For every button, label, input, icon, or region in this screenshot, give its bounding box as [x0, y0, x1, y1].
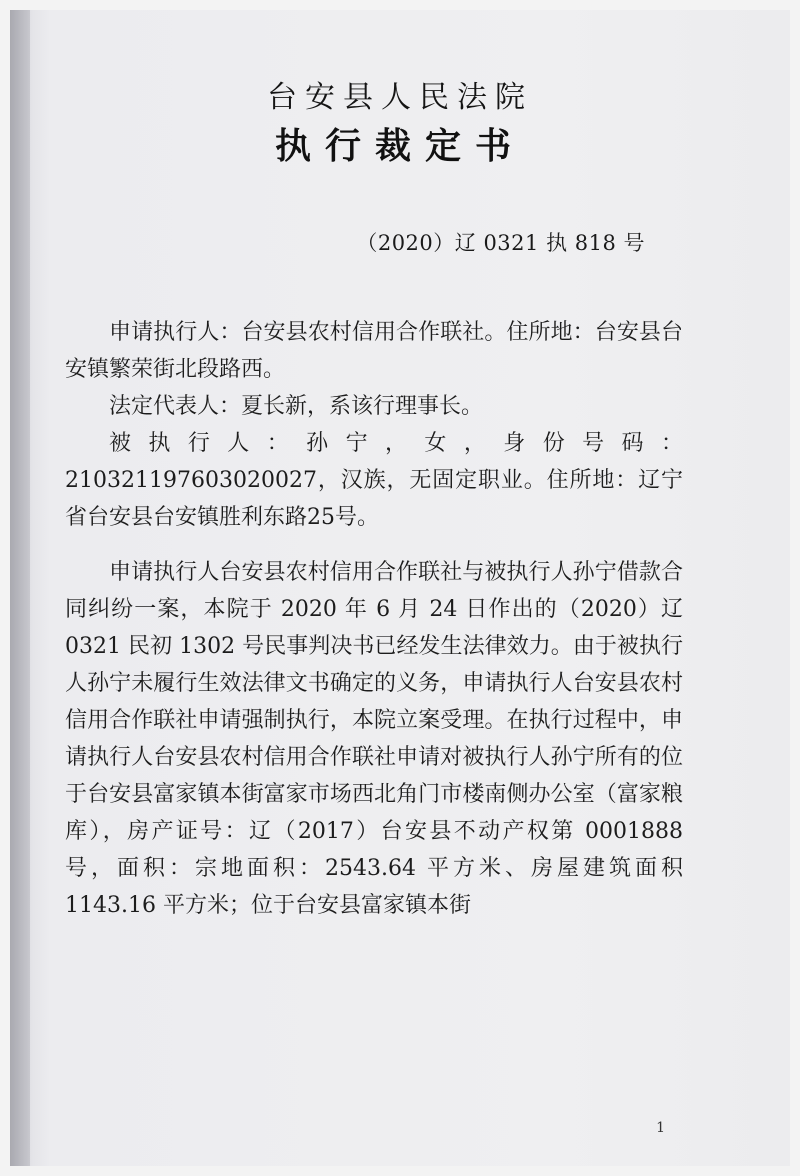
legal-representative-paragraph: 法定代表人：夏长新，系该行理事长。 — [109, 394, 484, 419]
respondent-paragraph: 被执行人：孙宁，女，身份号码：210321197603020027，汉族，无固定职业。住所地：辽宁省台安县台安镇胜利东路25号。 — [65, 431, 683, 530]
paragraph-gap — [65, 536, 683, 554]
document-body — [65, 314, 683, 924]
facts-paragraph: 申请执行人台安县农村信用合作联社与被执行人孙宁借款合同纠纷一案，本院于 2020 年 6 月 24 日作出的（2020）辽 0321 民初 1302 号民事判决书已经发生法律效力。由于被执行人孙宁未履行生效法律文书确定的义务，申请执行人台安县农村信用合作联社申请强制执行，本院立案受理。在执行过程中，申请执行人台安县农村信用合作联社申请对被执行人孙宁所有的位于台安县富家镇本街富家市场西北角门市楼南侧办公室（富家粮库），房产证号：辽（2017）台安县不动产权第 0001888 号，面积：宗地面积：2543.64 平方米、房屋建筑面积 1143.16 平方米；位于台安县富家镇本街 — [65, 560, 683, 918]
document-title: 执行裁定书 — [274, 126, 525, 167]
case-number: （2020）辽 0321 执 818 号 — [356, 231, 645, 255]
court-name: 台安县人民法院 — [267, 80, 533, 115]
page-number: 1 — [656, 1120, 665, 1136]
applicant-paragraph: 申请执行人：台安县农村信用合作联社。住所地：台安县台安镇繁荣街北段路西。 — [65, 320, 683, 382]
document-page — [10, 10, 790, 1166]
page-binding-edge — [10, 10, 30, 1166]
